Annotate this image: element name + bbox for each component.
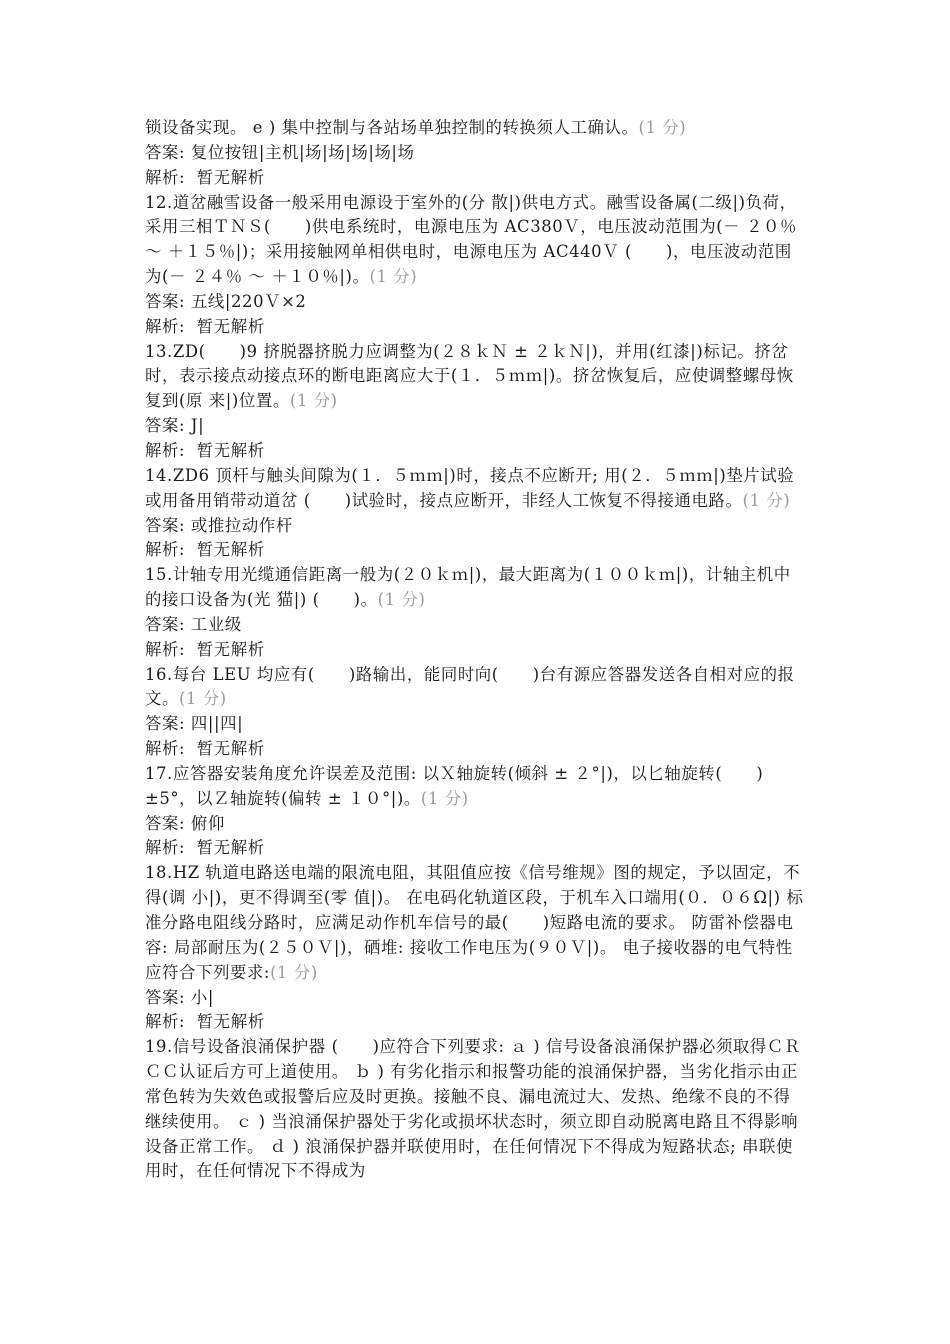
score-label: (1 分) (270, 962, 318, 982)
question-text (145, 563, 807, 613)
question-text-body: 13.ZD( )9 挤脱器挤脱力应调整为(２８ｋＮ ± ２ｋＮ|)，并用(红漆|)标记。挤岔时，表示接点动接点环的断电距离应大于(１．５ｍｍ|)。挤岔恢复后，应使调整螺母恢复到(原 来|)位置。 (145, 341, 794, 411)
question-text-body: 14.ZD6 顶杆与触头间隙为(１．５ｍｍ|)时，接点不应断开; 用(２．５ｍｍ|)垫片试验或用备用销带动道岔 ( )试验时，接点应断开，非经人工恢复不得接通电路。 (145, 465, 795, 510)
question-text (145, 116, 807, 141)
answer-line: 答案: 或推拉动作杆 (145, 515, 293, 535)
answer-line: 答案: 小| (145, 987, 215, 1007)
score-label: (1 分) (178, 689, 227, 709)
question-text (145, 340, 807, 415)
answer-line: 答案: 五线|220Ｖ×2 (145, 291, 307, 311)
question-text: 19.信号设备浪涌保护器 ( )应符合下列要求: ａ ) 信号设备浪涌保护器必须取得ＣＲＣＣ认证后方可上道使用。 ｂ ) 有劣化指示和报警功能的浪涌保护器，当劣化指示由正常色转为失效色或报警后应及时更换。接触不良、漏电流过大、发热、绝缘不良的不得继续使用。 ｃ ) 当浪涌保护器处于劣化或损坏状态时，须立即自动脱离电路且不得影响设备正常工作。 ｄ ) 浪涌保护器并联使用时，在任何情况下不得成为短路状态; 串联使用时，在任何情况下不得成为 (145, 1037, 801, 1181)
score-label: (1 分) (420, 788, 469, 808)
answer-line: 答案: 四||四| (145, 714, 244, 734)
analysis-line: 解析: 暂无解析 (145, 838, 265, 858)
score-label: (1 分) (369, 267, 418, 287)
question-text-body: 17.应答器安装角度允许误差及范围: 以Ｘ轴旋转(倾斜 ± ２°|)，以匕轴旋转( )±5°，以Ｚ轴旋转(偏转 ± １０°|)。 (145, 763, 764, 808)
analysis-line: 解析: 暂无解析 (145, 1012, 265, 1032)
question-text-body: 18.HZ 轨道电路送电端的限流电阻，其阻值应按《信号维规》图的规定，予以固定，不得(调 小|)，更不得调至(零 值|)。 在电码化轨道区段，于机车入口端用(０．０６Ω|) 标准分路电阻线分路时，应满足动作机车信号的最( )短路电流的要求。 防雷补偿器电容: 局部耐压为(２５０Ｖ|)，硒堆: 接收工作电压为(９０Ｖ|)。 电子接收器的电气特性应符合下列要求: (145, 863, 804, 982)
question-text (145, 762, 807, 812)
question-13 (145, 340, 807, 464)
score-label: (1 分) (289, 391, 338, 411)
analysis-line: 解析: 暂无解析 (145, 639, 265, 659)
question-16 (145, 663, 807, 762)
question-text (145, 191, 807, 290)
score-label: (1 分) (742, 490, 791, 510)
analysis-line: 解析: 暂无解析 (145, 440, 265, 460)
question-text-body: 12.道岔融雪设备一般采用电源设于室外的(分 散|)供电方式。融雪设备属(二级|)负荷，采用三相ＴＮＳ( )供电系统时，电源电压为 AC380Ｖ，电压波动范围为(－ ２０％ ～ ＋１５％|)；采用接触网单相供电时，电源电压为 AC440Ｖ ( )，电压波动范围为(－ ２４％ ～ ＋１０％|)。 (145, 192, 803, 287)
lead-fragment (145, 116, 807, 191)
question-12 (145, 191, 807, 340)
question-text-body: 锁设备实现。 e ) 集中控制与各站场单独控制的转换须人工确认。 (145, 118, 639, 137)
score-label: (1 分) (377, 590, 426, 610)
question-text (145, 663, 807, 713)
question-text (145, 464, 807, 514)
answer-line: 答案: 工业级 (145, 614, 242, 634)
analysis-line: 解析: 暂无解析 (145, 739, 265, 759)
question-18 (145, 861, 807, 1035)
answer-line: 答案: J| (145, 416, 205, 436)
analysis-line: 解析: 暂无解析 (145, 167, 265, 187)
answer-line: 答案: 俯仰 (145, 813, 225, 833)
answer-line: 答案: 复位按钮|主机|场|场|场|场|场 (145, 142, 415, 162)
question-17 (145, 762, 807, 861)
document-page (145, 116, 807, 1184)
question-text (145, 861, 807, 985)
score-label: (1 分) (638, 118, 687, 137)
question-text-body: 16.每台 LEU 均应有( )路输出，能同时向( )台有源应答器发送各自相对应的报文。 (145, 664, 795, 709)
question-15 (145, 563, 807, 662)
question-text-body: 15.计轴专用光缆通信距离一般为(２０ｋｍ|)，最大距离为(１００ｋｍ|)，计轴主机中的接口设备为(光 猫|) ( )。 (145, 565, 791, 610)
analysis-line: 解析: 暂无解析 (145, 316, 265, 336)
question-14 (145, 464, 807, 563)
question-19 (145, 1035, 807, 1184)
analysis-line: 解析: 暂无解析 (145, 540, 265, 560)
